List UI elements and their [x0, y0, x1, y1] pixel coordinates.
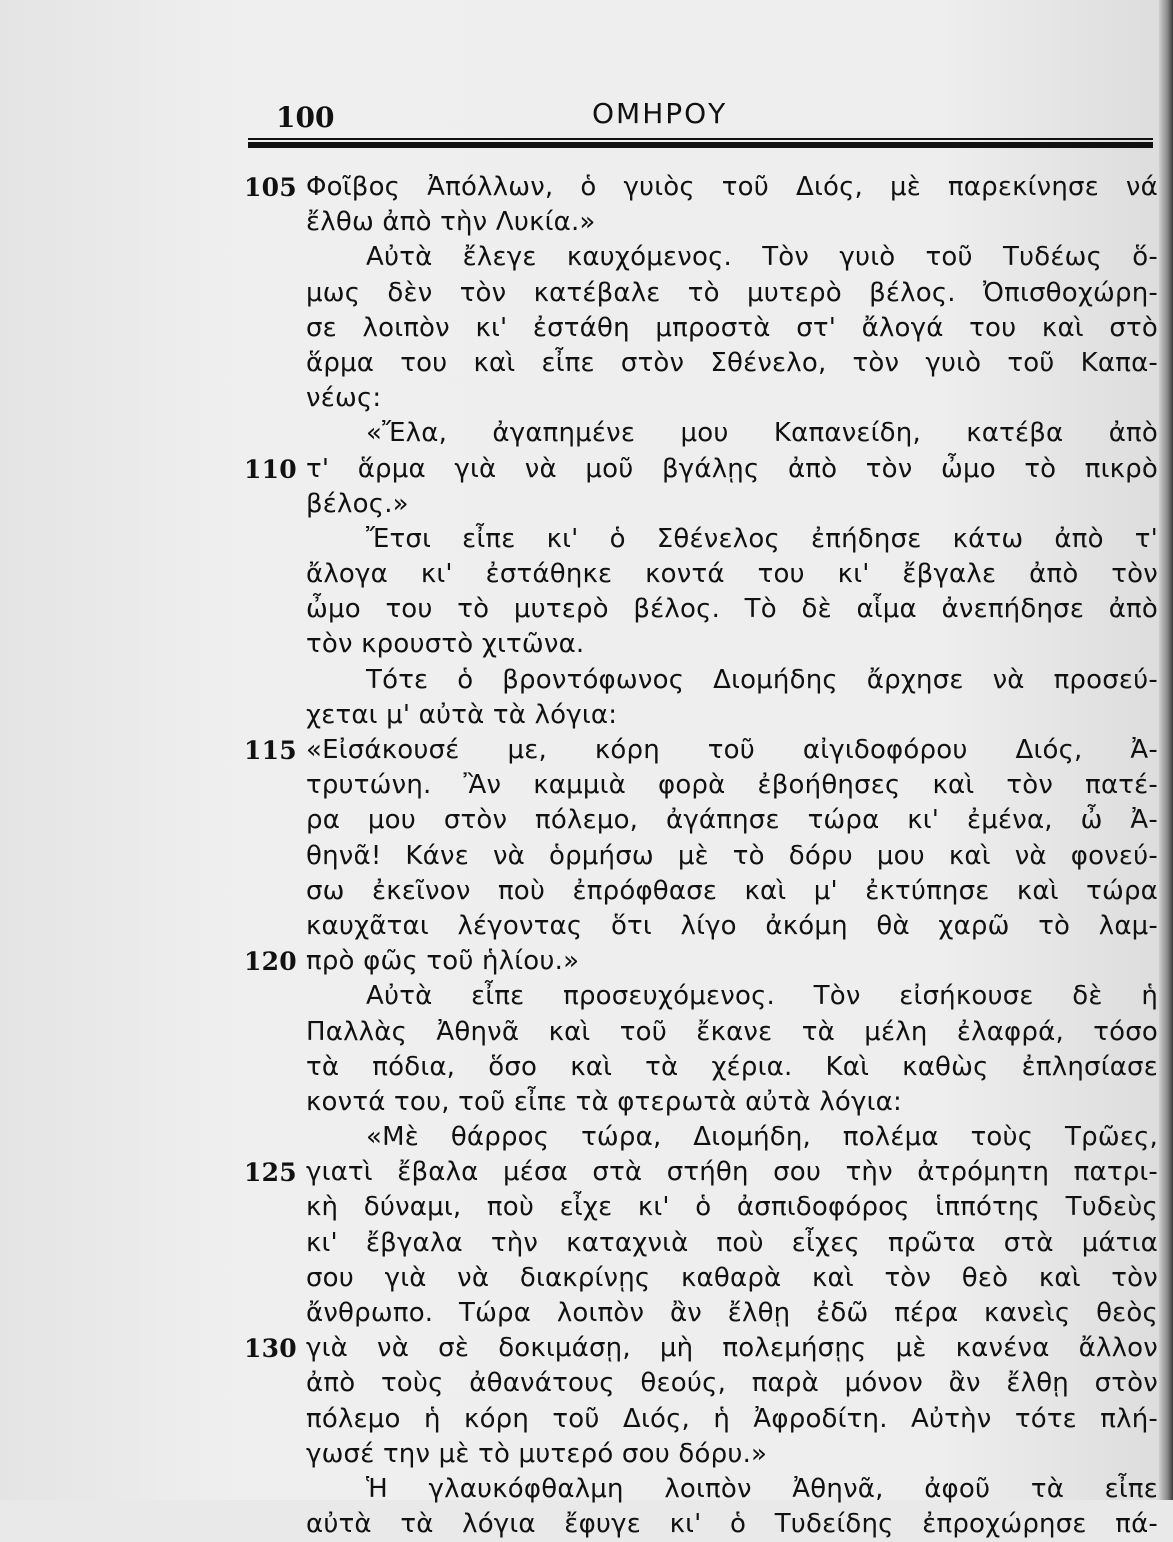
line-text: καυχᾶται λέγοντας ὅτι λίγο ἀκόμη θὰ χαρῶ τὸ λαμ-	[306, 910, 1158, 941]
line-text: πρὸ φῶς τοῦ ἡλίου.»	[306, 946, 580, 977]
text-line	[306, 663, 1158, 698]
line-number: 115	[244, 736, 297, 765]
line-text: σε λοιπὸν κι' ἐστάθη μπροστὰ στ' ἄλογά του καὶ στὸ	[306, 312, 1158, 343]
text-line	[306, 874, 1158, 909]
line-text: ἄνθρωπο. Τώρα λοιπὸν ἂν ἔλθῃ ἐδῶ πέρα κανεὶς θεὸς	[306, 1298, 1158, 1328]
text-line	[306, 1050, 1158, 1085]
text-line	[306, 311, 1158, 346]
line-text: θηνᾶ! Κάνε νὰ ὁρμήσω μὲ τὸ δόρυ μου καὶ νὰ φονεύ-	[306, 840, 1158, 871]
line-number: 125	[244, 1158, 297, 1188]
line-text: νέως:	[306, 383, 382, 414]
text-line	[306, 1437, 1158, 1472]
line-text: Αὐτὰ εἶπε προσευχόμενος. Τὸν εἰσήκουσε δὲ ἡ	[366, 981, 1158, 1012]
line-text: μως δὲν τὸν κατέβαλε τὸ μυτερὸ βέλος. Ὀπισθοχώρη-	[306, 277, 1158, 308]
text-line	[306, 768, 1158, 803]
line-text: ἔλθω ἀπὸ τὴν Λυκία.»	[306, 207, 596, 238]
line-text: τὰ πόδια, ὅσο καὶ τὰ χέρια. Καὶ καθὼς ἐπλησίασε	[306, 1051, 1158, 1082]
line-text: σω ἐκεῖνον ποὺ ἐπρόφθασε καὶ μ' ἐκτύπησε καὶ τώρα	[306, 875, 1158, 906]
running-head: ΟΜΗΡΟΥ	[592, 97, 728, 130]
text-line	[306, 1015, 1158, 1050]
line-text: ὦμο του τὸ μυτερὸ βέλος. Τὸ δὲ αἷμα ἀνεπήδησε ἀπὸ	[306, 594, 1158, 625]
text-line	[306, 205, 1158, 240]
text-line	[306, 1296, 1158, 1331]
line-text: ἄλογα κι' ἐστάθηκε κοντά του κι' ἔβγαλε ἀπὸ τὸν	[306, 559, 1158, 590]
line-text: γιατὶ ἔβαλα μέσα στὰ στήθη σου τὴν ἀτρόμητη πατρι-	[306, 1157, 1158, 1188]
text-line	[306, 1472, 1158, 1507]
text-line	[306, 1120, 1158, 1155]
text-line	[244, 452, 1158, 487]
line-text: κοντά του, τοῦ εἶπε τὰ φτερωτὰ αὐτὰ λόγια:	[306, 1086, 902, 1117]
page-number: 100	[276, 101, 335, 134]
line-text: κὴ δύναμι, ποὺ εἶχε κι' ὁ ἀσπιδοφόρος ἱππότης Τυδεὺς	[306, 1192, 1158, 1223]
line-text: Φοῖβος Ἀπόλλων, ὁ γυιὸς τοῦ Διός, μὲ παρεκίνησε νά	[306, 172, 1158, 202]
text-line	[306, 839, 1158, 874]
text-line	[306, 1190, 1158, 1225]
line-text: τ' ἅρμα γιὰ νὰ μοῦ βγάλῃς ἀπὸ τὸν ὦμο τὸ πικρὸ	[306, 453, 1158, 484]
line-text: ρα μου στὸν πόλεμο, ἀγάπησε τώρα κι' ἐμένα, ὦ Ἀ-	[306, 805, 1158, 836]
text-line	[306, 592, 1158, 627]
line-text: Ἔτσι εἶπε κι' ὁ Σθένελος ἐπήδησε κάτω ἀπὸ τ'	[366, 523, 1158, 554]
text-line	[306, 522, 1158, 557]
line-text: γιὰ νὰ σὲ δοκιμάσῃ, μὴ πολεμήσῃς μὲ κανένα ἄλλον	[306, 1333, 1158, 1364]
book-spine-shadow	[1159, 0, 1173, 1500]
text-line	[306, 240, 1158, 275]
line-number: 105	[244, 173, 297, 202]
header-rule	[248, 138, 1153, 150]
text-line	[306, 627, 1158, 662]
text-line	[306, 1261, 1158, 1296]
line-number: 110	[244, 454, 297, 484]
text-line	[306, 803, 1158, 838]
line-number: 120	[244, 947, 297, 977]
text-line	[244, 170, 1158, 205]
header-rule-thick	[248, 142, 1153, 148]
line-text: «Ἔλα, ἀγαπημένε μου Καπανείδη, κατέβα ἀπὸ	[366, 418, 1158, 449]
text-line	[306, 1366, 1158, 1401]
header-rule-thin	[248, 138, 1153, 140]
line-text: Τότε ὁ βροντόφωνος Διομήδης ἄρχησε νὰ προσεύ-	[366, 664, 1158, 695]
text-line	[306, 276, 1158, 311]
text-line	[306, 1402, 1158, 1437]
line-text: Παλλὰς Ἀθηνᾶ καὶ τοῦ ἔκανε τὰ μέλη ἐλαφρά, τόσο	[306, 1016, 1158, 1047]
text-line	[306, 416, 1158, 451]
line-text: κι' ἔβγαλα τὴν καταχνιὰ ποὺ εἶχες πρῶτα στὰ μάτια	[306, 1227, 1158, 1258]
text-line	[306, 698, 1158, 733]
text-line	[306, 346, 1158, 381]
text-line	[306, 557, 1158, 592]
line-text: Αὐτὰ ἔλεγε καυχόμενος. Τὸν γυιὸ τοῦ Τυδέως ὅ-	[366, 242, 1158, 273]
text-line	[306, 909, 1158, 944]
text-line	[244, 733, 1158, 768]
line-text: ἀπὸ τοὺς ἀθανάτους θεούς, παρὰ μόνον ἂν ἔλθῃ στὸν	[306, 1368, 1158, 1399]
line-text: βέλος.»	[306, 488, 409, 519]
line-text: ἅρμα του καὶ εἶπε στὸν Σθένελο, τὸν γυιὸ τοῦ Καπα-	[306, 347, 1158, 378]
text-line	[244, 944, 1158, 979]
line-text: πόλεμο ἡ κόρη τοῦ Διός, ἡ Ἀφροδίτη. Αὐτὴν τότε πλή-	[306, 1403, 1158, 1434]
text-line	[306, 487, 1158, 522]
text-line	[244, 1155, 1158, 1190]
line-text: Ἡ γλαυκόφθαλμη λοιπὸν Ἀθηνᾶ, ἀφοῦ τὰ εἶπε	[366, 1473, 1158, 1504]
text-line	[306, 979, 1158, 1014]
line-text: «Μὲ θάρρος τώρα, Διομήδη, πολέμα τοὺς Τρῶες,	[366, 1122, 1158, 1153]
text-line	[306, 1226, 1158, 1261]
line-number: 130	[244, 1334, 297, 1364]
line-text: τὸν κρουστὸ χιτῶνα.	[306, 629, 585, 660]
page-header	[270, 95, 1150, 135]
text-line	[306, 1085, 1158, 1120]
line-text: αὐτὰ τὰ λόγια ἔφυγε κι' ὁ Τυδείδης ἐπροχώρησε πά-	[306, 1509, 1158, 1540]
text-line	[244, 1331, 1158, 1366]
line-text: τρυτώνη. Ἂν καμμιὰ φορὰ ἐβοήθησες καὶ τὸν πατέ-	[306, 770, 1158, 801]
line-text: γωσέ την μὲ τὸ μυτερό σου δόρυ.»	[306, 1438, 768, 1469]
text-line	[306, 381, 1158, 416]
line-text: «Εἰσάκουσέ με, κόρη τοῦ αἰγιδοφόρου Διός, Ἀ-	[306, 735, 1158, 765]
verse-text	[244, 170, 1158, 1542]
text-line	[306, 1507, 1158, 1542]
line-text: σου γιὰ νὰ διακρίνῃς καθαρὰ καὶ τὸν θεὸ καὶ τὸν	[306, 1262, 1158, 1293]
line-text: χεται μ' αὐτὰ τὰ λόγια:	[306, 699, 618, 730]
